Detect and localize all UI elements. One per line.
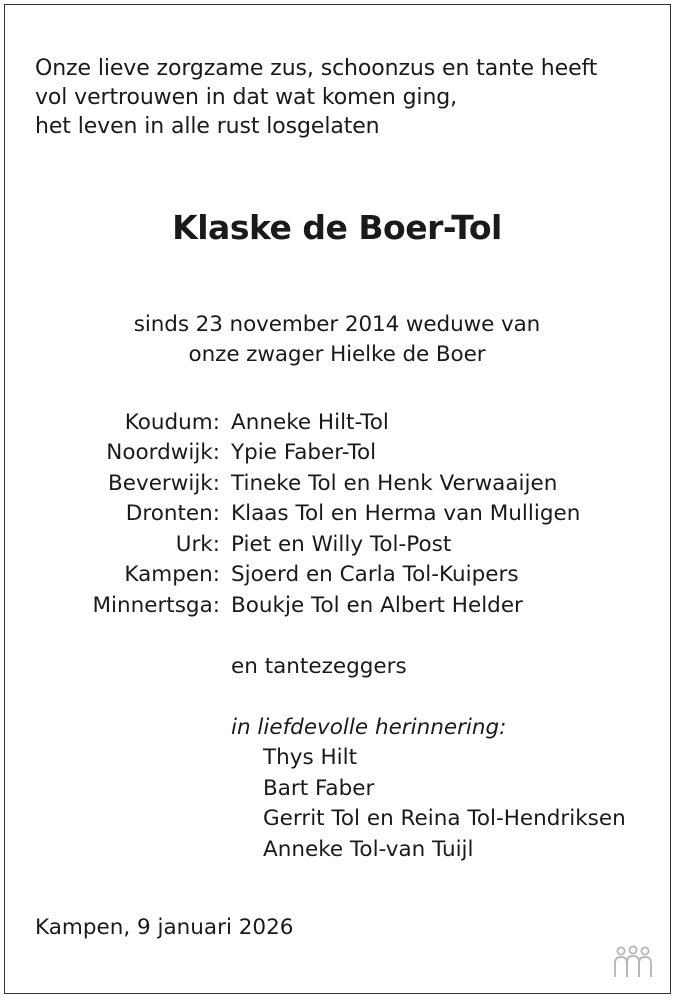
intro-text <box>35 54 597 141</box>
intro-line: het leven in alle rust losgelaten <box>35 114 380 139</box>
widow-line: onze zwager Hielke de Boer <box>188 342 486 367</box>
intro-line: Onze lieve zorgzame zus, schoonzus en tante heeft <box>35 56 598 81</box>
memory-name: Bart Faber <box>263 776 375 801</box>
memory-name: Anneke Tol-van Tuijl <box>263 837 474 862</box>
family-place: Noordwijk: <box>106 440 220 465</box>
place-date: Kampen, 9 januari 2026 <box>35 915 294 940</box>
family-names: Klaas Tol en Herma van Mulligen <box>231 501 581 526</box>
widow-statement <box>5 310 669 370</box>
intro-line: vol vertrouwen in dat wat komen ging, <box>35 85 458 110</box>
family-names: Tineke Tol en Henk Verwaaijen <box>231 471 558 496</box>
family-names: Sjoerd en Carla Tol-Kuipers <box>231 562 519 587</box>
deceased-name: Klaske de Boer-Tol <box>172 208 502 247</box>
family-place: Dronten: <box>125 501 220 526</box>
family-place: Minnertsga: <box>92 593 220 618</box>
memory-name: Thys Hilt <box>263 745 358 770</box>
family-place: Koudum: <box>124 410 220 435</box>
memory-name: Gerrit Tol en Reina Tol-Hendriksen <box>263 806 626 831</box>
family-names: Piet en Willy Tol-Post <box>231 532 452 557</box>
family-place: Urk: <box>175 532 220 557</box>
people-group-icon <box>612 945 654 979</box>
memory-heading: in liefdevolle herinnering: <box>231 715 507 740</box>
widow-line: sinds 23 november 2014 weduwe van <box>133 312 541 337</box>
family-names: Ypie Faber-Tol <box>231 440 377 465</box>
family-place: Kampen: <box>124 562 220 587</box>
family-place: Beverwijk: <box>108 471 220 496</box>
nieces-nephews: en tantezeggers <box>231 654 407 679</box>
obituary-card <box>4 4 671 994</box>
family-names: Boukje Tol en Albert Helder <box>231 593 523 618</box>
family-names: Anneke Hilt-Tol <box>231 410 389 435</box>
